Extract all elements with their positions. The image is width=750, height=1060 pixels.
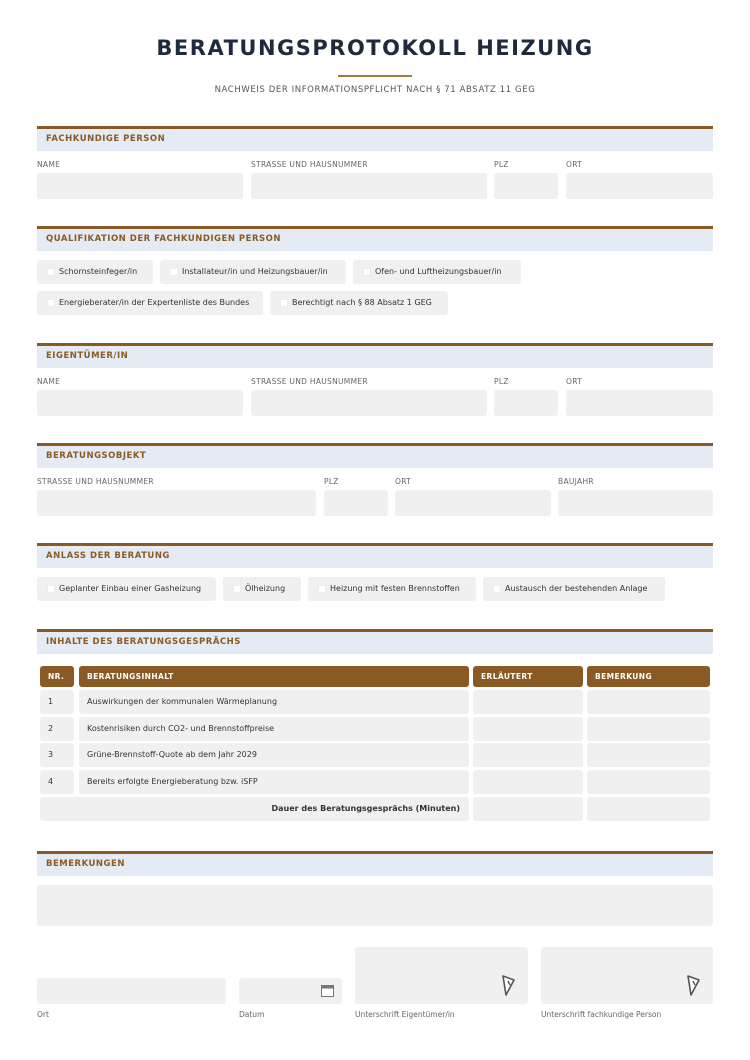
label-plz: PLZ: [324, 477, 339, 486]
row-erlaeutert-field[interactable]: [473, 717, 583, 741]
checkbox-label: Schornsteinfeger/in: [59, 267, 138, 276]
section-title: BERATUNGSOBJEKT: [46, 451, 147, 461]
row-bemerkung-field[interactable]: [587, 717, 710, 741]
expert-name-field[interactable]: [37, 173, 243, 199]
label-street: STRASSE UND HAUSNUMMER: [37, 477, 154, 486]
col-header-label: BEMERKUNG: [595, 672, 653, 681]
col-header-label: NR.: [48, 672, 65, 681]
owner-street-field[interactable]: [251, 390, 487, 416]
qual-checkbox-installateur[interactable]: [160, 260, 346, 284]
row-erlaeutert-field[interactable]: [473, 770, 583, 794]
label-signature-owner: Unterschrift Eigentümer/in: [355, 1010, 455, 1019]
checkbox-label: Installateur/in und Heizungsbauer/in: [182, 267, 328, 276]
checkbox-label: Energieberater/in der Expertenliste des Bundes: [59, 298, 250, 307]
row-inhalt-text: Auswirkungen der kommunalen Wärmeplanung: [87, 697, 278, 706]
qual-checkbox-energieberater[interactable]: [37, 291, 263, 315]
section-beratungsobjekt: [37, 443, 713, 468]
col-header-bemerkung: [587, 666, 710, 687]
checkbox-label: Berechtigt nach § 88 Absatz 1 GEG: [292, 298, 432, 307]
row-nr-text: 2: [48, 724, 54, 733]
section-bemerkungen: [37, 851, 713, 876]
label-name: NAME: [37, 160, 61, 169]
qual-checkbox-ofenbauer[interactable]: [353, 260, 521, 284]
checkbox-box[interactable]: [318, 585, 326, 593]
section-title: QUALIFIKATION DER FACHKUNDIGEN PERSON: [46, 234, 281, 244]
object-plz-field[interactable]: [324, 490, 388, 516]
signature-owner-field[interactable]: [355, 947, 528, 1004]
calendar-icon[interactable]: [321, 984, 334, 997]
duration-bemerkung-field[interactable]: [587, 797, 710, 821]
section-title: INHALTE DES BERATUNGSGESPRÄCHS: [46, 637, 241, 647]
row-nr: [40, 770, 74, 794]
checkbox-label: Geplanter Einbau einer Gasheizung: [59, 584, 202, 593]
checkbox-label: Ofen- und Luftheizungsbauer/in: [375, 267, 502, 276]
row-inhalt: [79, 743, 469, 767]
row-nr: [40, 690, 74, 714]
owner-ort-field[interactable]: [566, 390, 713, 416]
section-inhalte: [37, 629, 713, 654]
page-title: BERATUNGSPROTOKOLL HEIZUNG: [156, 36, 594, 60]
row-inhalt-text: Bereits erfolgte Energieberatung bzw. iSFP: [87, 777, 258, 786]
qual-checkbox-schornsteinfeger[interactable]: [37, 260, 153, 284]
col-header-label: ERLÄUTERT: [481, 672, 533, 681]
bemerkungen-textarea[interactable]: [37, 885, 713, 926]
checkbox-box[interactable]: [47, 585, 55, 593]
qual-checkbox-berechtigt[interactable]: [270, 291, 448, 315]
signature-pen-icon: [500, 974, 516, 996]
row-nr-text: 3: [48, 750, 54, 759]
row-nr-text: 4: [48, 777, 54, 786]
section-title: EIGENTÜMER/IN: [46, 351, 129, 361]
section-title: ANLASS DER BERATUNG: [46, 551, 170, 561]
expert-plz-field[interactable]: [494, 173, 558, 199]
label-signature-expert: Unterschrift fachkundige Person: [541, 1010, 662, 1019]
checkbox-box[interactable]: [233, 585, 241, 593]
checkbox-box[interactable]: [493, 585, 501, 593]
anlass-checkbox-austausch[interactable]: [483, 577, 665, 601]
expert-ort-field[interactable]: [566, 173, 713, 199]
label-name: NAME: [37, 377, 61, 386]
row-inhalt: [79, 690, 469, 714]
anlass-checkbox-gasheizung[interactable]: [37, 577, 216, 601]
label-ort: ORT: [395, 477, 412, 486]
datum-field[interactable]: [239, 978, 342, 1004]
signature-expert-field[interactable]: [541, 947, 713, 1004]
owner-plz-field[interactable]: [494, 390, 558, 416]
row-erlaeutert-field[interactable]: [473, 743, 583, 767]
row-erlaeutert-field[interactable]: [473, 690, 583, 714]
anlass-checkbox-oelheizung[interactable]: [223, 577, 301, 601]
label-street: STRASSE UND HAUSNUMMER: [251, 377, 368, 386]
duration-erlaeutert-field[interactable]: [473, 797, 583, 821]
owner-name-field[interactable]: [37, 390, 243, 416]
section-title: BEMERKUNGEN: [46, 859, 125, 869]
section-fachkundige-person: [37, 126, 713, 151]
section-anlass: [37, 543, 713, 568]
label-ort: ORT: [566, 377, 583, 386]
row-inhalt: [79, 770, 469, 794]
row-inhalt: [79, 717, 469, 741]
checkbox-box[interactable]: [280, 299, 288, 307]
ort-field[interactable]: [37, 978, 226, 1004]
row-inhalt-text: Kostenrisiken durch CO2- und Brennstoffpreise: [87, 724, 275, 733]
label-ort-footer: Ort: [37, 1010, 49, 1019]
section-eigentuemer: [37, 343, 713, 368]
duration-label-cell: [40, 797, 469, 821]
duration-label: Dauer des Beratungsgesprächs (Minuten): [271, 804, 460, 813]
section-qualifikation: [37, 226, 713, 251]
object-street-field[interactable]: [37, 490, 316, 516]
checkbox-box[interactable]: [47, 268, 55, 276]
label-plz: PLZ: [494, 377, 509, 386]
label-datum: Datum: [239, 1010, 265, 1019]
checkbox-label: Ölheizung: [245, 584, 286, 593]
col-header-nr: [40, 666, 74, 687]
checkbox-box[interactable]: [170, 268, 178, 276]
row-nr: [40, 717, 74, 741]
checkbox-label: Heizung mit festen Brennstoffen: [330, 584, 460, 593]
row-bemerkung-field[interactable]: [587, 690, 710, 714]
row-inhalt-text: Grüne-Brennstoff-Quote ab dem Jahr 2029: [87, 750, 257, 759]
row-nr: [40, 743, 74, 767]
checkbox-box[interactable]: [363, 268, 371, 276]
signature-pen-icon: [685, 974, 701, 996]
col-header-erlaeutert: [473, 666, 583, 687]
anlass-checkbox-feste-brennstoffe[interactable]: [308, 577, 476, 601]
section-title: FACHKUNDIGE PERSON: [46, 134, 166, 144]
label-baujahr: BAUJAHR: [558, 477, 594, 486]
col-header-label: BERATUNGSINHALT: [87, 672, 174, 681]
row-bemerkung-field[interactable]: [587, 770, 710, 794]
row-bemerkung-field[interactable]: [587, 743, 710, 767]
checkbox-box[interactable]: [47, 299, 55, 307]
row-nr-text: 1: [48, 697, 54, 706]
checkbox-label: Austausch der bestehenden Anlage: [505, 584, 648, 593]
expert-street-field[interactable]: [251, 173, 487, 199]
label-ort: ORT: [566, 160, 583, 169]
object-ort-field[interactable]: [395, 490, 551, 516]
label-plz: PLZ: [494, 160, 509, 169]
col-header-inhalt: [79, 666, 469, 687]
label-street: STRASSE UND HAUSNUMMER: [251, 160, 368, 169]
title-rule: [338, 75, 412, 77]
page-subtitle: NACHWEIS DER INFORMATIONSPFLICHT NACH § 71 ABSATZ 11 GEG: [214, 85, 536, 95]
object-baujahr-field[interactable]: [558, 490, 713, 516]
